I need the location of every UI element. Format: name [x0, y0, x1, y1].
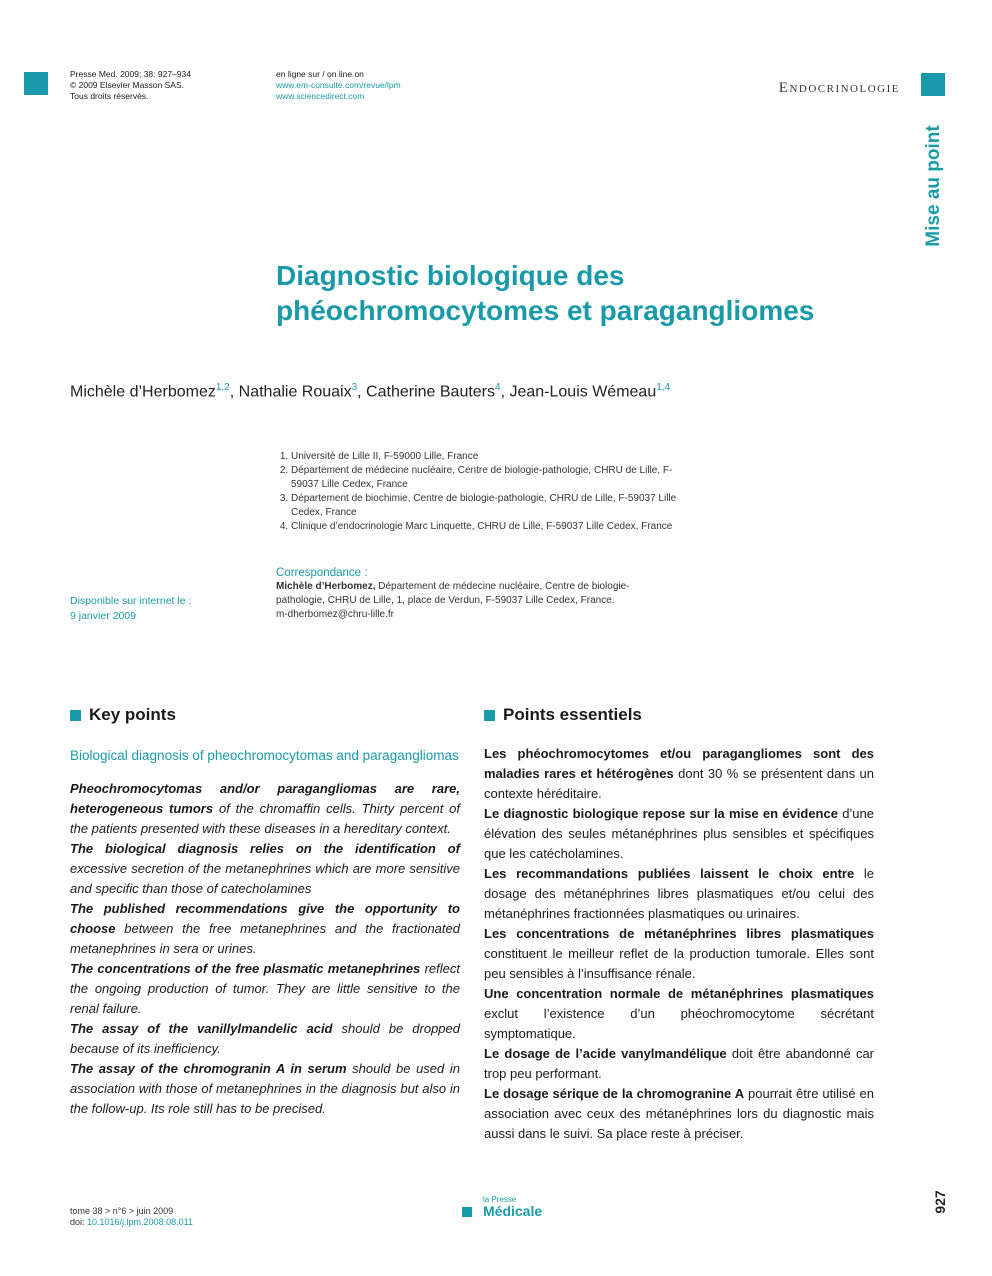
- copyright: © 2009 Elsevier Masson SAS.: [70, 80, 184, 90]
- key-points-heading: [70, 702, 460, 728]
- points-essentiels-column: [484, 702, 874, 1144]
- doi-link[interactable]: 10.1016/j.lpm.2008.08.011: [87, 1217, 193, 1227]
- online-links: [276, 69, 496, 102]
- author-affil: 1,2: [215, 382, 230, 393]
- point-essentiel: Le dosage de l’acide vanylmandélique doit être abandonné car trop peu performant.: [484, 1046, 874, 1081]
- key-point: The published recommendations give the opportunity to choose between the free metanephrines and the fractionated metanephrines in sera or urines.: [70, 901, 460, 956]
- author-name: Michèle d’Herbomez: [70, 383, 216, 401]
- correspondence-heading: Correspondance :: [276, 567, 368, 579]
- key-point: Pheochromocytomas and/or paragangliomas are rare, heterogeneous tumors of the chromaffin cells. Thirty percent of the patients presented with these diseases in a hereditary context.: [70, 781, 460, 836]
- key-point: The biological diagnosis relies on the identification of excessive secretion of the metanephrines which are more sensitive and specific than those of catecholamines: [70, 841, 460, 896]
- author-affil: 1,4: [656, 382, 671, 393]
- english-title: Biological diagnosis of pheochromocytomas and paragangliomas: [70, 748, 459, 763]
- key-points-heading-text: Key points: [89, 705, 176, 724]
- link-sciencedirect[interactable]: www.sciencedirect.com: [276, 91, 365, 101]
- author-affil: 3: [351, 382, 358, 393]
- point-essentiel: Les concentrations de métanéphrines libres plasmatiques constituent le meilleur reflet de la production tumorale. Elles sont peu sensibles à l’insuffisance rénale.: [484, 926, 874, 981]
- correspondence-email[interactable]: m-dherbomez@chru-lille.fr: [276, 609, 394, 620]
- square-bullet-icon: [70, 710, 81, 721]
- author-affil: 4: [495, 382, 501, 393]
- key-point: The concentrations of the free plasmatic metanephrines reflect the ongoing production of tumor. They are little sensitive to the renal failure.: [70, 961, 461, 1016]
- side-label-text: Mise au point: [923, 124, 944, 247]
- availability-label: Disponible sur internet le :: [70, 595, 192, 607]
- points-essentiels-heading-text: Points essentiels: [503, 705, 642, 724]
- availability: [70, 594, 250, 624]
- point-essentiel: Le diagnostic biologique repose sur la mise en évidence d’une élévation des seules métanéphrines plus sensibles et spécifiques que les catécholamines.: [484, 806, 874, 861]
- affiliations: [276, 450, 696, 534]
- correspondence-address: Département de médecine nucléaire, Centre de biologie-pathologie, CHRU de Lille, 1, place de Verdun, F-59037 Lille Cedex, France.: [276, 581, 630, 606]
- affiliation-item: 3. Département de biochimie, Centre de biologie-pathologie, CHRU de Lille, F-59037 Lille Cedex, France: [291, 492, 696, 520]
- page-number-text: 927: [932, 1190, 948, 1214]
- footer-citation: [70, 1206, 193, 1228]
- journal-ref: Presse Med. 2009; 38: 927–934: [70, 69, 191, 79]
- key-points-column: [70, 702, 460, 1119]
- rights: Tous droits réservés.: [70, 91, 149, 101]
- journal-logo: [462, 1196, 542, 1219]
- issue-info: tome 38 > n°6 > juin 2009: [70, 1206, 174, 1216]
- correspondence: [276, 566, 676, 622]
- point-essentiel: Une concentration normale de métanéphrines plasmatiques exclut l’existence d’un phéochromocytome sécrétant symptomatique.: [484, 986, 874, 1041]
- affiliation-item: 2. Département de médecine nucléaire, Centre de biologie-pathologie, CHRU de Lille, F-59037 Lille Cedex, France: [291, 464, 696, 492]
- key-point: The assay of the vanillylmandelic acid should be dropped because of its inefficiency.: [70, 1021, 460, 1056]
- points-essentiels-heading: [484, 702, 874, 728]
- link-em-consulte[interactable]: www.em-consulte.com/revue/lpm: [276, 80, 401, 90]
- corner-square-right: [921, 73, 945, 96]
- affiliation-item: 4. Clinique d’endocrinologie Marc Linquette, CHRU de Lille, F-59037 Lille Cedex, France: [291, 520, 696, 534]
- point-essentiel: Les phéochromocytomes et/ou paragangliomes sont des maladies rares et hétérogènes dont 30 % se présentent dans un contexte héréditaire.: [484, 746, 874, 801]
- key-point: The assay of the chromogranin A in serum should be used in association with those of metanephrines in the diagnosis but also in the follow-up. Its role still has to be precised.: [70, 1061, 460, 1116]
- logo-square-icon: [462, 1207, 472, 1217]
- point-essentiel: Les recommandations publiées laissent le choix entre le dosage des métanéphrines libres plasmatiques et/ou celui des métanéphrines fractionnées plasmatiques ou urinaires.: [484, 866, 875, 921]
- availability-date: 9 janvier 2009: [70, 610, 136, 622]
- logo-top: la Presse: [483, 1195, 517, 1204]
- author-name: Jean-Louis Wémeau: [509, 383, 657, 401]
- author-name: Catherine Bauters: [366, 383, 496, 401]
- logo-main: Médicale: [483, 1203, 543, 1219]
- correspondence-text: [276, 580, 676, 608]
- title-line-2: phéochromocytomes et paragangliomes: [276, 295, 815, 326]
- author-list: Michèle d’Herbomez$^{1,2}$, Nathalie Rouaix$^3$, Catherine Bauters$^4$, Jean-Louis Wémeau$^{1,4}$: [70, 382, 671, 401]
- article-title: [276, 258, 876, 328]
- page-number: [925, 1186, 955, 1218]
- square-bullet-icon: [484, 710, 495, 721]
- title-line-1: Diagnostic biologique des: [276, 260, 625, 291]
- correspondence-name: Michèle d’Herbomez,: [276, 581, 376, 592]
- doi-label: doi:: [70, 1217, 88, 1227]
- journal-citation: [70, 69, 270, 102]
- corner-square-left: [24, 72, 48, 95]
- affiliation-item: 1. Université de Lille II, F-59000 Lille, France: [291, 450, 696, 464]
- side-label: [916, 118, 952, 253]
- online-label: en ligne sur / on line on: [276, 69, 364, 79]
- section-label: Endocrinologie: [778, 80, 900, 96]
- point-essentiel: Le dosage sérique de la chromogranine A pourrait être utilisé en association avec ceux des métanéphrines lors du diagnostic mais aussi dans le suivi. Sa place reste à préciser.: [484, 1086, 875, 1141]
- author-name: Nathalie Rouaix: [238, 383, 352, 401]
